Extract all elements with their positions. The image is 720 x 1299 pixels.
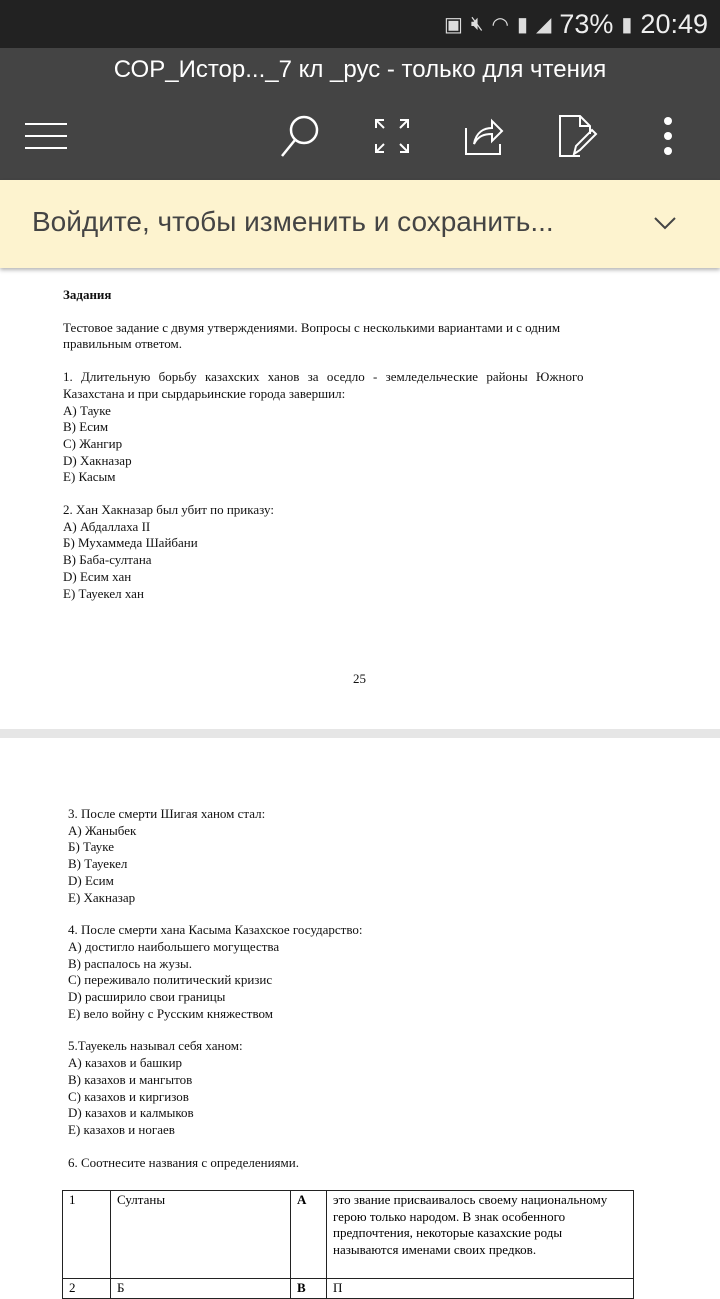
answer-option: D) Хакназар (63, 452, 132, 468)
question-5 (68, 1038, 363, 1138)
table-row (63, 1191, 634, 1279)
share-button[interactable] (462, 114, 506, 158)
answer-option: A) Тауке (63, 402, 111, 418)
row-number: 1 (63, 1191, 111, 1279)
answer-option: C) переживало политический кризис (68, 972, 273, 988)
letter-cell: А (291, 1191, 327, 1279)
wifi-icon: ◠ (491, 13, 509, 36)
question-4 (68, 922, 363, 1022)
answer-option: B) распалось на жузы. (68, 955, 192, 971)
answer-option: B) Баба-султана (63, 552, 152, 568)
answer-option: E) казахов и ногаев (68, 1121, 175, 1137)
answer-option: A) казахов и башкир (68, 1055, 183, 1071)
page-number: 25 (353, 671, 366, 686)
term-cell: Султаны (111, 1191, 291, 1279)
page-2-content (68, 806, 363, 1171)
edit-button[interactable] (556, 114, 600, 158)
answer-option: D) расширило свои границы (68, 989, 226, 1005)
question-text: Казахстана и при сырдарьинские города завершил: (63, 385, 346, 401)
answer-option: B) Тауекел (68, 856, 128, 872)
battery-percent: 73% (559, 8, 614, 39)
answer-option: B) казахов и мангытов (68, 1071, 193, 1087)
answer-option: B) Есим (63, 419, 109, 435)
row-number: 2 (63, 1279, 111, 1299)
answer-option: E) Тауекел хан (63, 585, 144, 601)
edit-document-icon (558, 114, 598, 158)
signal-icon: ◢ (535, 13, 552, 36)
letter-cell: В (291, 1279, 327, 1299)
question-2 (63, 502, 583, 602)
answer-option: D) Есим (68, 872, 114, 888)
answer-option: C) Жангир (63, 435, 123, 451)
definition-cell: П (327, 1279, 634, 1299)
question-6-text: 6. Соотнесите названия с определениями. (68, 1154, 299, 1170)
table-row (63, 1279, 634, 1299)
mute-icon: 🔇︎ (470, 12, 484, 35)
answer-option: A) достигло наибольшего могущества (68, 938, 280, 954)
hamburger-icon (25, 121, 67, 151)
intro-line: правильным ответом. (63, 336, 182, 352)
share-icon (464, 116, 504, 156)
sign-in-message: Войдите, чтобы изменить и сохранить... (32, 206, 554, 237)
expand-icon (374, 118, 410, 154)
answer-option: A) Жаныбек (68, 822, 137, 838)
app-toolbar (0, 48, 720, 180)
answer-option: E) вело войну с Русским княжеством (68, 1005, 273, 1021)
definition-cell: это звание присваивалось своему национальному герою только народом. В знак особенного предпочтения, некоторые казахские роды называются именами своих предков. (327, 1191, 634, 1279)
search-button[interactable] (278, 114, 322, 158)
question-3 (68, 806, 363, 906)
question-1 (63, 369, 583, 486)
intro-line: Тестовое задание с двумя утверждениями. Вопросы с несколькими вариантами и с одним (63, 319, 561, 335)
more-vertical-icon (663, 116, 673, 156)
question-text: 4. После смерти хана Касыма Казахское государство: (68, 922, 363, 938)
page-1-content (63, 287, 583, 602)
answer-option: D) казахов и калмыков (68, 1105, 194, 1121)
document-title: СОР_Истор..._7 кл _рус - только для чтения (113, 56, 607, 83)
question-text: 2. Хан Хакназар был убит по приказу: (63, 502, 274, 518)
page-separator (0, 729, 720, 738)
battery-saver-icon: ▣ (443, 13, 463, 36)
clock: 20:49 (640, 8, 708, 39)
answer-option: Б) Мухаммеда Шайбани (63, 535, 198, 551)
answer-option: D) Есим хан (63, 568, 132, 584)
answer-option: E) Касым (63, 469, 116, 485)
sign-in-banner[interactable] (0, 180, 720, 268)
question-text: 5.Тауекель называл себя ханом: (68, 1038, 243, 1054)
question-text: 1. Длительную борьбу казахских ханов за оседло - земледельческие районы Южного (63, 369, 584, 385)
more-options-button[interactable] (646, 114, 690, 158)
answer-option: E) Хакназар (68, 889, 136, 905)
battery-icon: ▮ (621, 13, 633, 36)
term-cell: Б (111, 1279, 291, 1299)
search-icon (278, 114, 322, 158)
menu-button[interactable] (24, 114, 68, 158)
status-bar (0, 0, 720, 48)
answer-option: C) казахов и киргизов (68, 1088, 189, 1104)
answer-option: Б) Тауке (68, 839, 115, 855)
chevron-down-icon[interactable] (652, 210, 678, 236)
matching-table (62, 1190, 634, 1299)
answer-option: A) Абдаллаха II (63, 518, 151, 534)
section-heading: Задания (63, 287, 112, 302)
question-text: 3. После смерти Шигая ханом стал: (68, 806, 266, 821)
fullscreen-button[interactable] (370, 114, 414, 158)
sim-icon: ▮ (516, 13, 528, 36)
